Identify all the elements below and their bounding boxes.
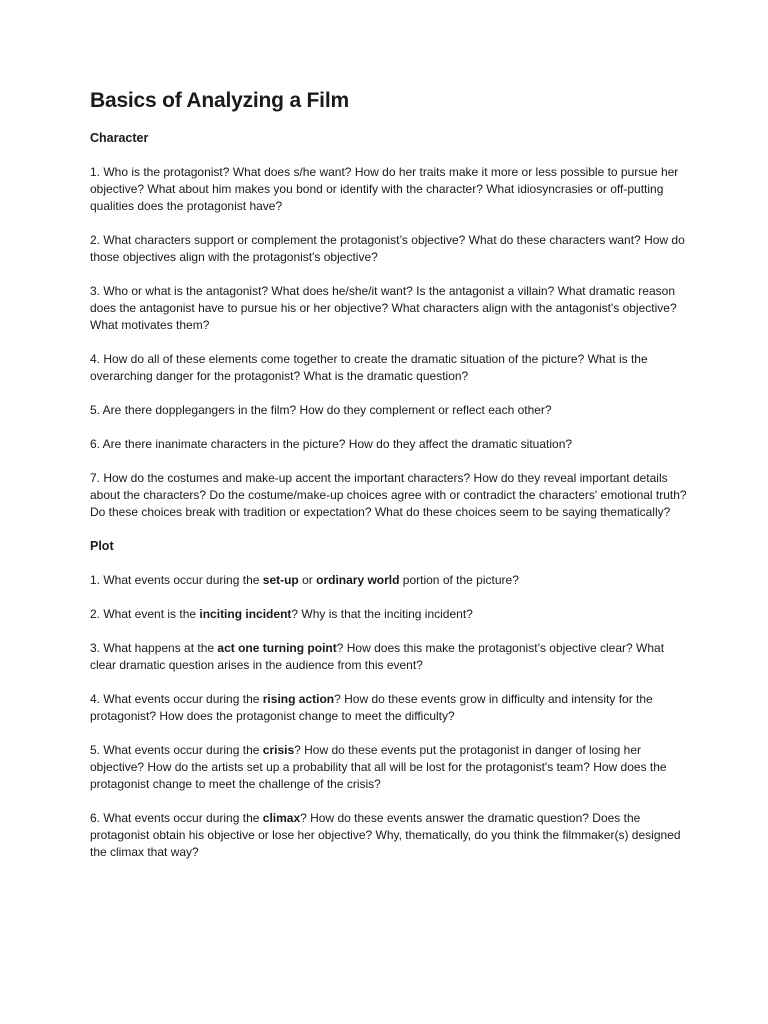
plot-term-rising-action: rising action [262, 692, 335, 707]
plot-question-5-text-b: ? How do these events put the protagonist in danger of losing her objective? How do the artists set up a probability that all will be lost for the protagonist's team? How does the protagonist change to meet the challenge of the crisis? [90, 743, 667, 792]
plot-question-2 [90, 606, 690, 623]
section-heading-character: Character [90, 131, 149, 146]
character-question-5: 5. Are there dopplegangers in the film? How do they complement or reflect each other? [90, 403, 552, 418]
plot-question-2-text-a: 2. What event is the [90, 607, 200, 622]
plot-question-1-text-a: 1. What events occur during the [90, 573, 263, 588]
plot-term-ordinary-world: ordinary world [316, 573, 400, 588]
character-question-7: 7. How do the costumes and make-up accent the important characters? How do they reveal important details about the characters? Do the costume/make-up choices agree with or contradict the characters' emotional truth? Do these choices break with tradition or expectation? What do these choices seem to be saying thematically? [90, 471, 687, 520]
character-question-1: 1. Who is the protagonist? What does s/he want? How do her traits make it more or less possible to pursue her objective? What about him makes you bond or identify with the character? What idiosyncrasies or off-putting qualities does the protagonist have? [90, 165, 679, 214]
character-question-3: 3. Who or what is the antagonist? What does he/she/it want? Is the antagonist a villain? What dramatic reason does the antagonist have to pursue his or her objective? What characters align with the antagonist's objective? What motivates them? [90, 284, 677, 333]
plot-question-3 [90, 640, 690, 674]
plot-term-inciting-incident: inciting incident [199, 607, 292, 622]
plot-question-6-text-a: 6. What events occur during the [90, 811, 263, 826]
plot-question-6-text-b: ? How do these events answer the dramatic question? Does the protagonist obtain his objective or lose her objective? Why, thematically, do you think the filmmaker(s) designed the climax that way? [90, 811, 681, 860]
plot-question-5-text-a: 5. What events occur during the [90, 743, 263, 758]
plot-question-3-text-b: ? How does this make the protagonist’s objective clear? What clear dramatic question arises in the audience from this event? [90, 641, 665, 673]
plot-question-1-text-c: portion of the picture? [399, 573, 519, 588]
plot-question-4-text-a: 4. What events occur during the [90, 692, 263, 707]
character-question-6: 6. Are there inanimate characters in the picture? How do they affect the dramatic situation? [90, 437, 573, 452]
plot-term-set-up: set-up [262, 573, 299, 588]
section-heading-plot: Plot [90, 539, 114, 554]
plot-question-1-text-b: or [298, 573, 317, 588]
plot-term-act-one-turning-point: act one turning point [217, 641, 337, 656]
page-title: Basics of Analyzing a Film [90, 89, 349, 112]
plot-question-2-text-b: ? Why is that the inciting incident? [291, 607, 473, 622]
plot-question-4-text-b: ? How do these events grow in difficulty and intensity for the protagonist? How does the protagonist change to meet the difficulty? [90, 692, 653, 724]
plot-term-climax: climax [262, 811, 301, 826]
plot-question-5 [90, 742, 690, 793]
document-page [90, 88, 690, 878]
plot-term-crisis: crisis [262, 743, 295, 758]
plot-question-6 [90, 810, 690, 861]
plot-question-3-text-a: 3. What happens at the [90, 641, 218, 656]
plot-question-1 [90, 572, 690, 589]
plot-question-4 [90, 691, 690, 725]
character-question-2: 2. What characters support or complement the protagonist’s objective? What do these characters want? How do those objectives align with the protagonist's objective? [90, 233, 685, 265]
character-question-4: 4. How do all of these elements come together to create the dramatic situation of the picture? What is the overarching danger for the protagonist? What is the dramatic question? [90, 352, 648, 384]
